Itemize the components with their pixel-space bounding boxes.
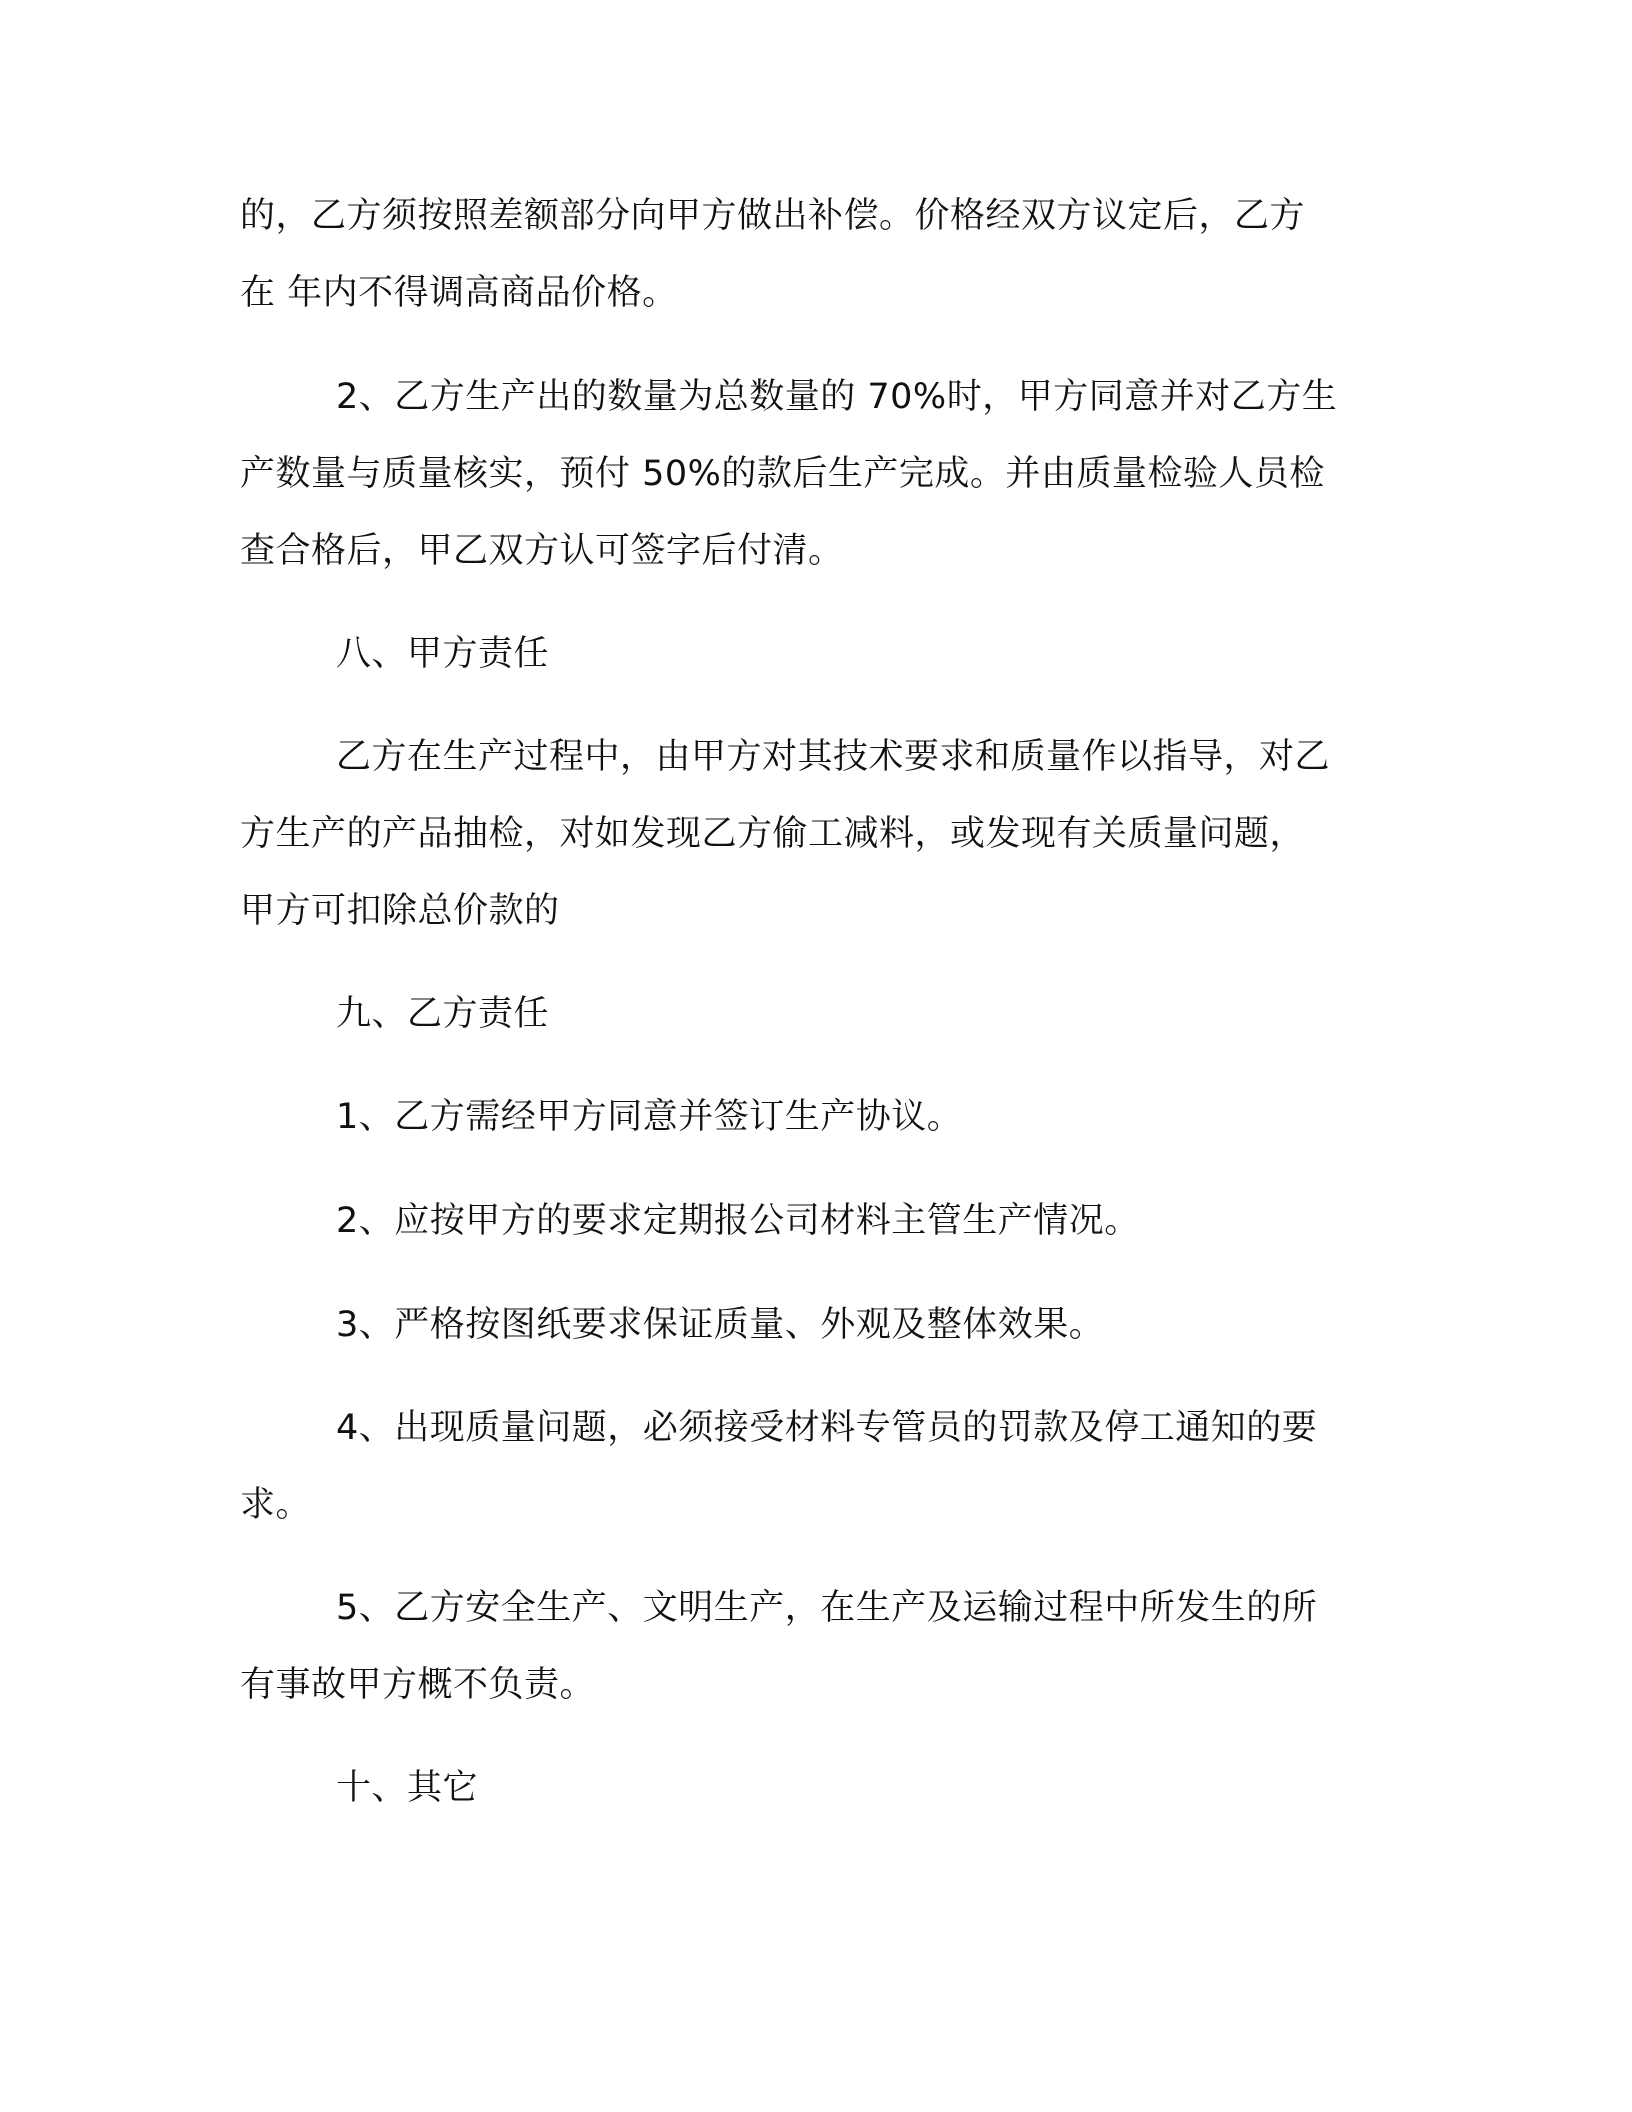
paragraph-party-b-item-1 (240, 1079, 1380, 1156)
text-line: 的，乙方须按照差额部分向甲方做出补偿。价格经双方议定后，乙方 (240, 196, 1306, 236)
paragraph-party-a-duties (240, 719, 1380, 950)
paragraph-party-b-item-3 (240, 1287, 1380, 1364)
text-line: 求。 (240, 1485, 312, 1525)
text-line: 乙方在生产过程中，由甲方对其技术要求和质量作以指导，对乙 (336, 737, 1331, 777)
paragraph-item-2-payment (240, 359, 1380, 590)
text-line: 产数量与质量核实，预付 50%的款后生产完成。并由质量检验人员检 (240, 454, 1325, 494)
text-line: 有事故甲方概不负责。 (240, 1665, 596, 1705)
paragraph-party-b-item-4 (240, 1390, 1380, 1544)
text-line: 2、应按甲方的要求定期报公司材料主管生产情况。 (336, 1201, 1140, 1241)
paragraph-party-b-item-5 (240, 1570, 1380, 1724)
text-line: 1、乙方需经甲方同意并签订生产协议。 (336, 1097, 963, 1137)
text-line: 在 年内不得调高商品价格。 (240, 273, 678, 313)
text-line: 4、出现质量问题，必须接受材料专管员的罚款及停工通知的要 (336, 1408, 1318, 1448)
text-line: 2、乙方生产出的数量为总数量的 70%时，甲方同意并对乙方生 (336, 377, 1338, 417)
text-line: 方生产的产品抽检，对如发现乙方偷工减料，或发现有关质量问题， (240, 814, 1306, 854)
paragraph-price-compensation (240, 178, 1380, 332)
section-heading-party-a-responsibility: 八、甲方责任 (336, 634, 550, 674)
text-line: 3、严格按图纸要求保证质量、外观及整体效果。 (336, 1305, 1105, 1345)
section-heading-party-b-responsibility: 九、乙方责任 (336, 994, 550, 1034)
text-line: 查合格后，甲乙双方认可签字后付清。 (240, 531, 844, 571)
section-heading-other: 十、其它 (336, 1768, 479, 1808)
text-line: 甲方可扣除总价款的 (240, 891, 560, 931)
paragraph-party-b-item-2 (240, 1183, 1380, 1260)
text-line: 5、乙方安全生产、文明生产，在生产及运输过程中所发生的所 (336, 1588, 1318, 1628)
